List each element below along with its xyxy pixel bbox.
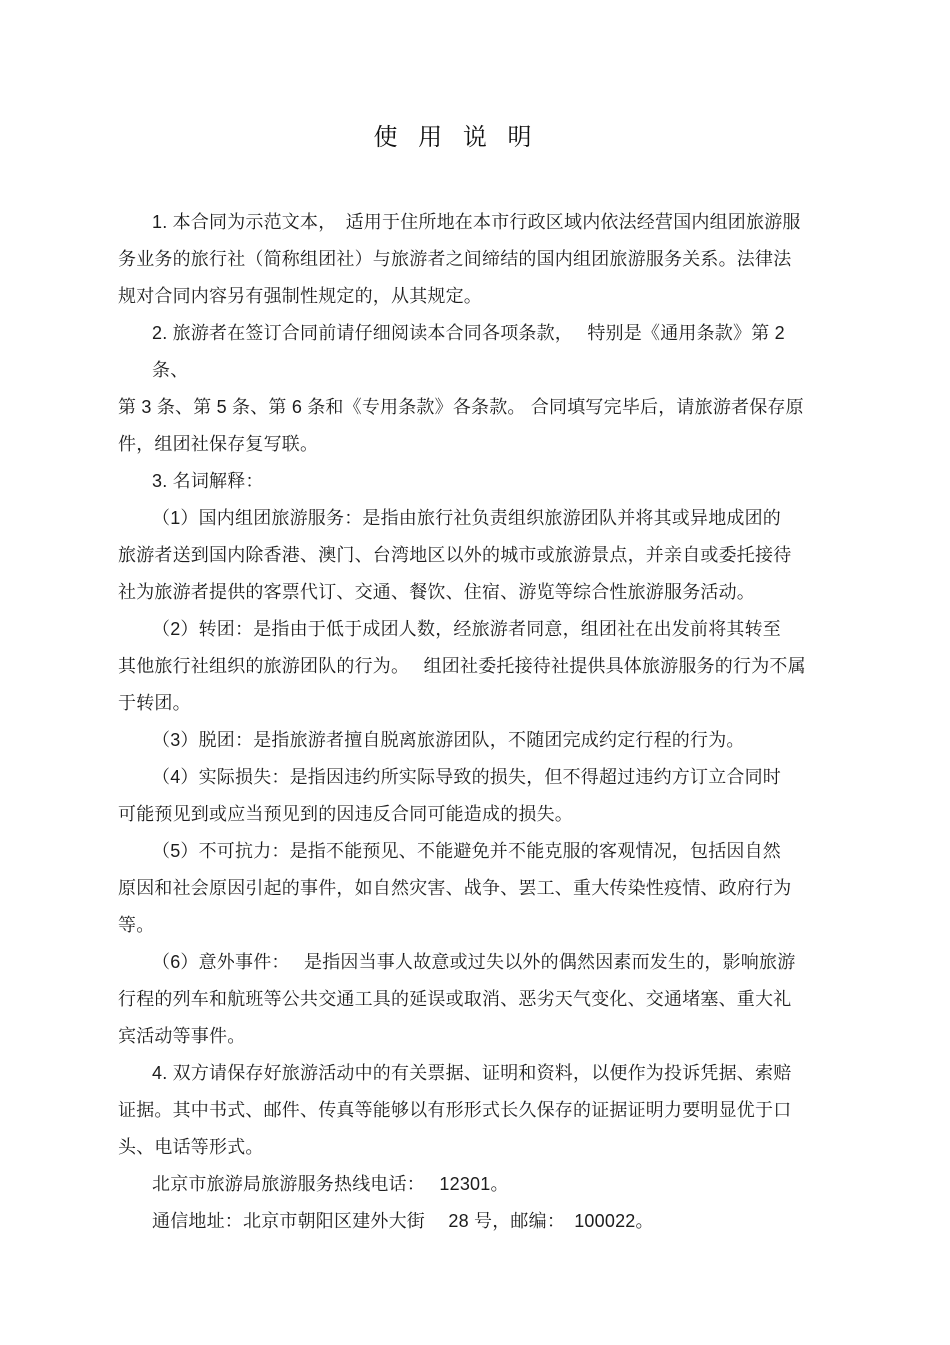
paragraph-line: 北京市旅游局旅游服务热线电话： 12301。 xyxy=(152,1174,509,1194)
paragraph-definition-3 xyxy=(118,722,808,759)
hotline-line xyxy=(118,1166,808,1203)
paragraph-line: 务业务的旅行社（简称组团社）与旅游者之间缔结的国内组团旅游服务关系。法律法 xyxy=(118,249,792,269)
paragraph-line: 社为旅游者提供的客票代订、交通、餐饮、住宿、游览等综合性旅游服务活动。 xyxy=(118,582,755,602)
paragraph-line: 宾活动等事件。 xyxy=(118,1026,246,1046)
paragraph-definition-4 xyxy=(118,759,808,833)
paragraph-definition-2 xyxy=(118,611,808,722)
paragraph-line: 旅游者送到国内除香港、澳门、台湾地区以外的城市或旅游景点，并亲自或委托接待 xyxy=(118,545,792,565)
paragraph-line: （4）实际损失：是指因违约所实际导致的损失，但不得超过违约方订立合同时 xyxy=(152,767,782,787)
paragraph-line: 原因和社会原因引起的事件，如自然灾害、战争、罢工、重大传染性疫情、政府行为 xyxy=(118,878,792,898)
paragraph-1 xyxy=(118,204,808,315)
paragraph-line: 头、电话等形式。 xyxy=(118,1137,264,1157)
paragraph-2 xyxy=(118,315,808,463)
document-body xyxy=(118,204,808,1240)
paragraph-line: 可能预见到或应当预见到的因违反合同可能造成的损失。 xyxy=(118,804,573,824)
paragraph-line: 3. 名词解释： xyxy=(152,471,264,491)
address-line xyxy=(118,1203,808,1240)
paragraph-line: 2. 旅游者在签订合同前请仔细阅读本合同各项条款， 特别是《通用条款》第 2 条、 xyxy=(152,323,791,380)
paragraph-definition-1 xyxy=(118,500,808,611)
paragraph-line: 4. 双方请保存好旅游活动中的有关票据、证明和资料，以便作为投诉凭据、索赔 xyxy=(152,1063,792,1083)
paragraph-line: 等。 xyxy=(118,915,155,935)
paragraph-line: （5）不可抗力：是指不能预见、不能避免并不能克服的客观情况，包括因自然 xyxy=(152,841,782,861)
document-title: 使 用 说 明 xyxy=(373,124,539,151)
paragraph-line: 件，组团社保存复写联。 xyxy=(118,434,319,454)
paragraph-line: （3）脱团：是指旅游者擅自脱离旅游团队，不随团完成约定行程的行为。 xyxy=(152,730,745,750)
paragraph-line: 1. 本合同为示范文本， 适用于住所地在本市行政区域内依法经营国内组团旅游服 xyxy=(152,212,801,232)
paragraph-line: 行程的列车和航班等公共交通工具的延误或取消、恶劣天气变化、交通堵塞、重大礼 xyxy=(118,989,792,1009)
paragraph-line: 第 3 条、第 5 条、第 6 条和《专用条款》各条款。 合同填写完毕后，请旅游者保存原 xyxy=(118,397,804,417)
paragraph-3 xyxy=(118,463,808,500)
paragraph-line: 于转团。 xyxy=(118,693,191,713)
paragraph-4 xyxy=(118,1055,808,1166)
paragraph-line: 其他旅行社组织的旅游团队的行为。 组团社委托接待社提供具体旅游服务的行为不属 xyxy=(118,656,806,676)
paragraph-line: 通信地址：北京市朝阳区建外大街 28 号，邮编： 100022。 xyxy=(152,1211,654,1231)
paragraph-line: 证据。其中书式、邮件、传真等能够以有形形式长久保存的证据证明力要明显优于口 xyxy=(118,1100,792,1120)
paragraph-definition-6 xyxy=(118,944,808,1055)
paragraph-definition-5 xyxy=(118,833,808,944)
paragraph-line: （6）意外事件： 是指因当事人故意或过失以外的偶然因素而发生的，影响旅游 xyxy=(152,952,796,972)
paragraph-line: 规对合同内容另有强制性规定的，从其规定。 xyxy=(118,286,482,306)
paragraph-line: （2）转团：是指由于低于成团人数，经旅游者同意，组团社在出发前将其转至 xyxy=(152,619,782,639)
paragraph-line: （1）国内组团旅游服务：是指由旅行社负责组织旅游团队并将其或异地成团的 xyxy=(152,508,782,528)
